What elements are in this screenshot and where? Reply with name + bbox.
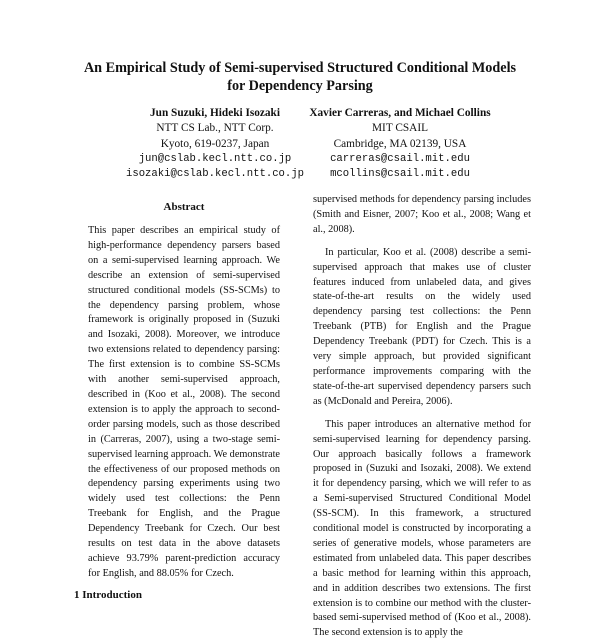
author-names-left: Jun Suzuki, Hideki Isozaki bbox=[150, 107, 280, 119]
section-heading-introduction: 1 Introduction bbox=[74, 589, 142, 601]
email-right-2: mcollins@csail.mit.edu bbox=[330, 168, 470, 181]
title-line-2: for Dependency Parsing bbox=[227, 78, 373, 94]
right-col-paragraph-1: supervised methods for dependency parsing includes (Smith and Eisner, 2007; Koo et al., 2008; Wang et al., 2008). bbox=[313, 194, 531, 235]
title-line-1: An Empirical Study of Semi-supervised Structured Conditional Models bbox=[83, 60, 517, 76]
address-right: Cambridge, MA 02139, USA bbox=[333, 137, 467, 150]
abstract-body bbox=[88, 224, 280, 582]
right-col-paragraph-3: This paper introduces an alternative method for semi-supervised learning for dependency parsing. Our approach basically follows a framework proposed in (Suzuki and Isozaki, 2008). We extend it for dependency parsing, which we will refer to as a Semi-supervised Structured Conditional Model (SS-SCM). In this framework, a structured conditional model is constructed by incorporating a series of generative models, whose parameters are estimated from unlabeled data. This paper describes a basic method for learning within this approach, and in addition describes two extensions. The first extension is to combine our method with the cluster-based semi-supervised method of (Koo et al., 2008). The second extension is to apply the bbox=[313, 418, 531, 639]
abstract-text: This paper describes an empirical study of high-performance dependency parsers based on a semi-supervised learning approach. We describe an extension of semi-supervised structured conditional models (SS-SCMs) to the dependency parsing problem, whose framework is originally proposed in (Suzuki and Isozaki, 2008). Moreover, we introduce two extensions related to dependency parsing: The first extension is to combine SS-SCMs with another semi-supervised approach, described in (Koo et al., 2008). The second extension is to apply the approach to second-order parsing models, such as those described in (Carreras, 2007), using a two-stage semi-supervised learning approach. We demonstrate the effectiveness of our proposed methods on dependency parsing experiments using two widely used test collections: the Penn Treebank for English, and the Prague Dependency Treebank for Czech. Our best results on test data in the above datasets achieve 93.79% parent-prediction accuracy for English, and 88.05% for Czech. bbox=[88, 225, 280, 579]
paper-title bbox=[0, 59, 600, 95]
author-names-right: Xavier Carreras, and Michael Collins bbox=[309, 107, 491, 119]
right-column bbox=[313, 193, 531, 641]
right-col-paragraph-2: In particular, Koo et al. (2008) describe a semi-supervised approach that makes use of cluster features induced from unlabeled data, and gives state-of-the-art results on the widely used dependency parsing test collections: the Penn Treebank (PTB) for English and the Prague Dependency Treebank (PDT) for Czech. This is a very simple approach, but provided significant performance improvements comparing with the state-of-the-art supervised dependency parsers such as (McDonald and Pereira, 2006). bbox=[313, 246, 531, 407]
affiliation-right: MIT CSAIL bbox=[372, 122, 428, 135]
email-left-2: isozaki@cslab.kecl.ntt.co.jp bbox=[125, 168, 304, 181]
address-left: Kyoto, 619-0237, Japan bbox=[160, 137, 270, 150]
author-block-right bbox=[290, 106, 510, 182]
email-right-1: carreras@csail.mit.edu bbox=[330, 152, 470, 165]
abstract-heading: Abstract bbox=[163, 201, 205, 213]
email-left-1: jun@cslab.kecl.ntt.co.jp bbox=[138, 152, 292, 165]
affiliation-left: NTT CS Lab., NTT Corp. bbox=[156, 122, 274, 135]
